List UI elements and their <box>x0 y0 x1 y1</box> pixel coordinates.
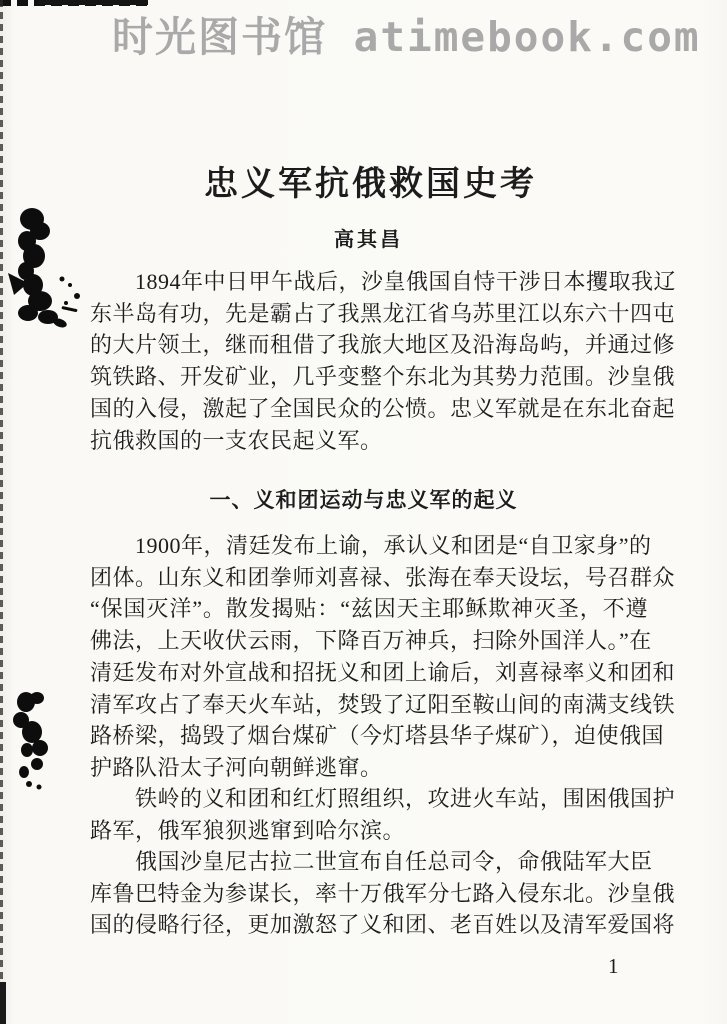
body-line: 1894年中日甲午战后，沙皇俄国自恃干涉日本攫取我辽 <box>135 269 677 294</box>
body-line: 东半岛有功，先是霸占了我黑龙江省乌苏里江以东六十四屯 <box>90 300 676 326</box>
body-line: 1900年，清廷发布上谕，承认义和团是“自卫家身”的 <box>135 533 652 558</box>
body-line: 路军，俄军狼狈逃窜到哈尔滨。 <box>90 817 406 843</box>
scan-left-edge-bottom-mark <box>0 982 6 1024</box>
body-line: 的大片领土，继而租借了我旅大地区及沿海岛屿，并通过修 <box>90 332 676 358</box>
body-line: 库鲁巴特金为参谋长，率十万俄军分七路入侵东北。沙皇俄 <box>90 880 676 906</box>
intro-paragraph <box>90 266 677 456</box>
article-title: 忠义军抗俄救国史考 <box>204 166 537 203</box>
body-line: 国的侵略行径，更加激怒了义和团、老百姓以及清军爱国将 <box>90 912 676 938</box>
ink-blob-lower-left <box>8 690 54 794</box>
body-line: 清廷发布对外宣战和招抚义和团上谕后，刘喜禄率义和团和 <box>90 659 676 685</box>
page-number: 1 <box>608 954 619 978</box>
body-line: 国的入侵，激起了全国民众的公愤。忠义军就是在东北奋起 <box>90 395 676 421</box>
body-line: 佛法，上天收伏云雨，下降百万神兵，扫除外国洋人。”在 <box>90 628 652 654</box>
body-line: 抗俄救国的一支农民起义军。 <box>90 427 383 453</box>
watermark-text: 时光图书馆 atimebook.com <box>112 13 701 61</box>
article-author: 高其昌 <box>334 229 403 251</box>
scan-top-edge-bar <box>38 0 148 5</box>
body-line: 路桥梁，捣毁了烟台煤矿（今灯塔县华子煤矿），迫使俄国 <box>90 723 665 749</box>
body-line: 清军攻占了奉天火车站，焚毁了辽阳至鞍山间的南满支线铁 <box>90 691 676 717</box>
body-line: 铁岭的义和团和红灯照组织，攻进火车站，围困俄国护 <box>135 786 676 811</box>
section-paragraph-2 <box>90 783 676 846</box>
section-paragraph-1 <box>90 530 676 784</box>
body-line: 俄国沙皇尼古拉二世宣布自任总司令，命俄陆军大臣 <box>135 849 653 874</box>
section-paragraph-3 <box>90 846 676 941</box>
body-line: 筑铁路、开发矿业，几乎变整个东北为其势力范围。沙皇俄 <box>90 364 676 390</box>
body-line: 护路队沿太子河向朝鲜逃窜。 <box>90 754 383 780</box>
body-line: “保国灭洋”。散发揭贴：“兹因天主耶稣欺神灭圣，不遵 <box>90 596 648 622</box>
body-line: 团体。山东义和团拳师刘喜禄、张海在奉天设坛，号召群众 <box>90 564 676 590</box>
section-heading: 一、义和团运动与忠义军的起义 <box>209 488 518 512</box>
